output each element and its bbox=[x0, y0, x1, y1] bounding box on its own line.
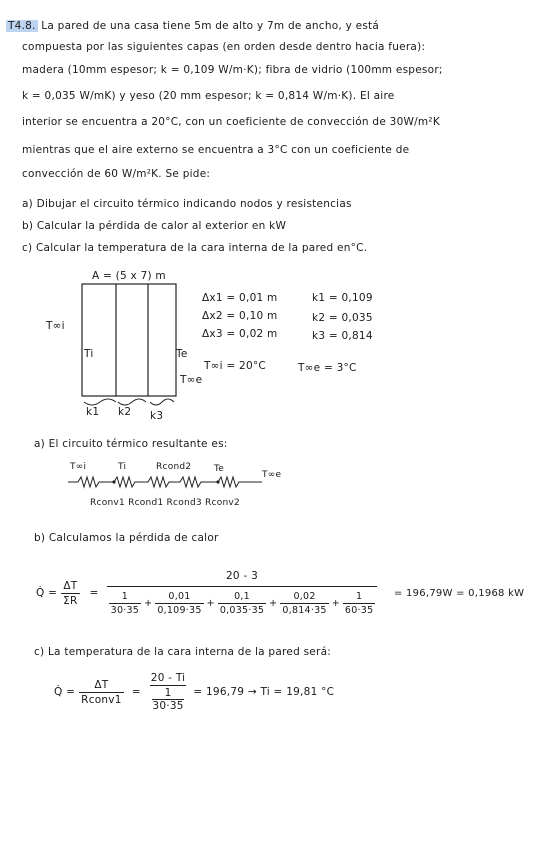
temperature-fraction-num: 20 - Ti bbox=[150, 672, 186, 684]
big-fraction bbox=[107, 570, 378, 616]
statement-line-2: compuesta por las siguientes capas (en orden desde dentro hacia fuera): bbox=[22, 41, 426, 53]
t-inf-e-label: T∞e bbox=[180, 374, 203, 386]
term-rcond3-num: 0,02 bbox=[293, 591, 316, 602]
wall-outline bbox=[82, 284, 176, 396]
equals-sign-c: = bbox=[131, 686, 141, 698]
problem-id: T4.8. bbox=[8, 20, 36, 32]
solution-a-heading: a) El circuito térmico resultante es: bbox=[34, 438, 228, 450]
plus-3: + bbox=[269, 598, 278, 609]
heat-loss-result: = 196,79W = 0,1968 kW bbox=[394, 588, 525, 599]
ti-label: Ti bbox=[84, 348, 94, 360]
term-rconv2-num: 1 bbox=[356, 591, 363, 602]
temperature-fraction-den bbox=[150, 685, 185, 712]
circuit-node-ti: Ti bbox=[118, 462, 127, 472]
dt-numerator: ΔT bbox=[63, 579, 78, 592]
temperature-difference: 20 - 3 bbox=[226, 570, 259, 582]
thermal-circuit-diagram bbox=[68, 474, 264, 490]
question-c: c) Calcular la temperatura de la cara interna de la pared en°C. bbox=[22, 242, 368, 254]
resistance-sum bbox=[107, 586, 378, 616]
rconv1-term-num: 1 bbox=[164, 687, 172, 699]
term-rconv1-num: 1 bbox=[121, 591, 129, 602]
term-rconv1 bbox=[109, 591, 141, 616]
dx2-value: Δx2 = 0,10 m bbox=[202, 310, 278, 322]
inner-temperature-result: = 196,79 → Ti = 19,81 °C bbox=[193, 686, 335, 698]
statement-line-6: mientras que el aire externo se encuentra a 3°C con un coeficiente de bbox=[22, 144, 410, 156]
t-inf-i-label: T∞i bbox=[46, 320, 65, 332]
brace-k1 bbox=[84, 399, 116, 405]
term-rcond1-den: 0,109·35 bbox=[157, 605, 202, 616]
term-rconv1-den: 30·35 bbox=[110, 605, 140, 616]
brace-k2 bbox=[118, 399, 146, 405]
sum-r-denominator: ΣR bbox=[63, 594, 78, 607]
solution-b-heading: b) Calculamos la pérdida de calor bbox=[34, 532, 219, 544]
term-rconv2 bbox=[343, 591, 375, 616]
term-rcond2-den: 0,035·35 bbox=[219, 605, 265, 616]
k2-value: k2 = 0,035 bbox=[312, 312, 373, 324]
circuit-resistor-chain bbox=[68, 477, 262, 487]
circuit-node-t-inf-e: T∞e bbox=[262, 470, 282, 480]
term-rconv2-den: 60·35 bbox=[344, 605, 374, 616]
t-inf-i-value: T∞i = 20°C bbox=[204, 360, 266, 372]
dt-numerator-c: ΔT bbox=[94, 678, 109, 691]
term-rcond3 bbox=[280, 591, 328, 616]
rconv1-denominator: Rconv1 bbox=[81, 693, 122, 706]
plus-4: + bbox=[331, 598, 340, 609]
term-rcond1-num: 0,01 bbox=[168, 591, 191, 602]
circuit-node-dot-te bbox=[216, 480, 219, 483]
k1-label: k1 bbox=[86, 406, 100, 418]
statement-text-1: La pared de una casa tiene 5m de alto y 7m de ancho, y está bbox=[41, 20, 380, 32]
inner-temperature-equation bbox=[54, 672, 334, 712]
area-label: A = (5 x 7) m bbox=[92, 270, 166, 282]
circuit-node-te: Te bbox=[214, 464, 225, 474]
dx3-value: Δx3 = 0,02 m bbox=[202, 328, 278, 340]
circuit-node-dot-ti bbox=[112, 480, 115, 483]
statement-line-3: madera (10mm espesor; k = 0,109 W/m·K); fibra de vidrio (100mm espesor; bbox=[22, 64, 443, 76]
q-dot-symbol: Q̇ = bbox=[36, 587, 58, 599]
statement-line-1 bbox=[6, 20, 379, 32]
term-rcond2 bbox=[218, 591, 266, 616]
question-a: a) Dibujar el circuito térmico indicando nodos y resistencias bbox=[22, 198, 352, 210]
rconv1-term-den: 30·35 bbox=[152, 700, 184, 712]
term-rcond1 bbox=[155, 591, 203, 616]
t-inf-e-value: T∞e = 3°C bbox=[298, 362, 357, 374]
k3-value: k3 = 0,814 bbox=[312, 330, 373, 342]
circuit-rcond2-label: Rcond2 bbox=[156, 462, 192, 472]
question-b: b) Calcular la pérdida de calor al exterior en kW bbox=[22, 220, 287, 232]
te-label: Te bbox=[176, 348, 188, 360]
plus-2: + bbox=[206, 598, 215, 609]
plus-1: + bbox=[144, 598, 153, 609]
k1-value: k1 = 0,109 bbox=[312, 292, 373, 304]
circuit-bottom-labels: Rconv1 Rcond1 Rcond3 Rconv2 bbox=[90, 498, 240, 508]
k3-label: k3 bbox=[150, 410, 164, 422]
dt-over-rconv1 bbox=[79, 679, 124, 706]
solution-c-heading: c) La temperatura de la cara interna de la pared será: bbox=[34, 646, 332, 658]
statement-line-5: interior se encuentra a 20°C, con un coeficiente de convección de 30W/m²K bbox=[22, 116, 440, 128]
equals-sign: = bbox=[89, 587, 99, 599]
statement-line-4: k = 0,035 W/mK) y yeso (20 mm espesor; k = 0,814 W/m·K). El aire bbox=[22, 90, 395, 102]
temperature-fraction bbox=[149, 672, 188, 712]
term-rcond2-num: 0,1 bbox=[234, 591, 250, 602]
dx1-value: Δx1 = 0,01 m bbox=[202, 292, 278, 304]
circuit-node-t-inf-i: T∞i bbox=[70, 462, 87, 472]
brace-k3 bbox=[150, 399, 174, 405]
heat-loss-equation bbox=[36, 570, 377, 616]
term-rcond3-den: 0,814·35 bbox=[282, 605, 327, 616]
q-dot-symbol-c: Q̇ = bbox=[54, 686, 76, 698]
k2-label: k2 bbox=[118, 406, 132, 418]
statement-line-7: convección de 60 W/m²K. Se pide: bbox=[22, 168, 211, 180]
dt-over-sum-r bbox=[61, 580, 79, 607]
